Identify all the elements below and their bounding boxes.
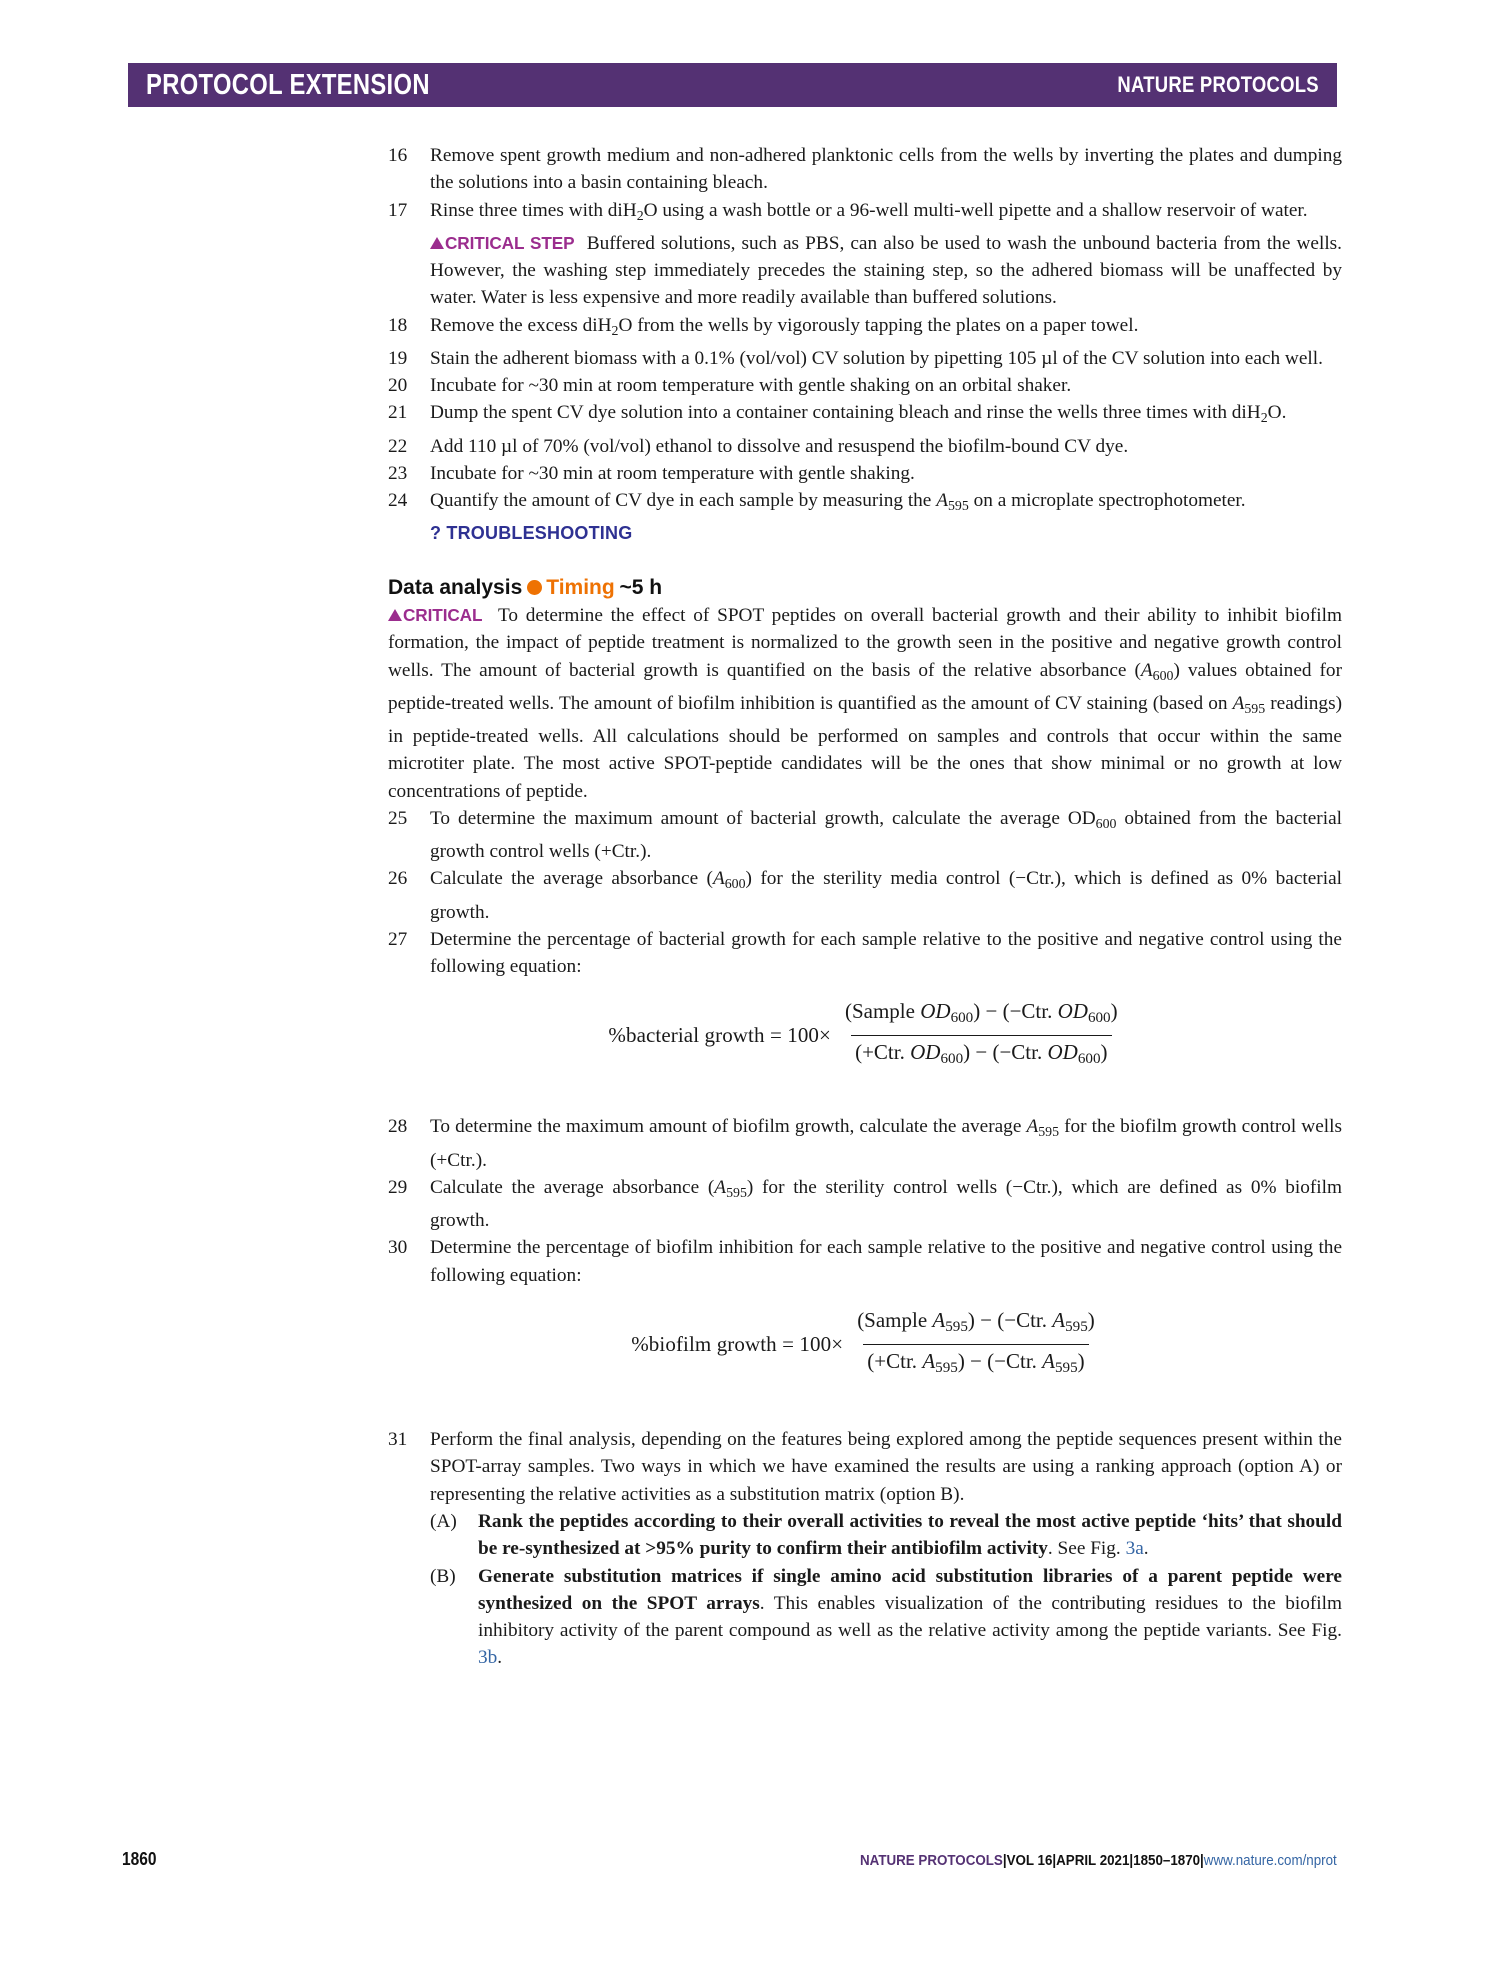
den-part-3: ) − (−Ctr. bbox=[957, 1348, 1043, 1373]
step-text-part-b: O from the wells by vigorously tapping the plates on a paper towel. bbox=[618, 314, 1139, 336]
running-head-bar bbox=[128, 63, 1337, 107]
den-part-3: ) − (−Ctr. bbox=[963, 1039, 1048, 1064]
footer-journal-name: NATURE PROTOCOLS bbox=[860, 1852, 1004, 1869]
step-number: 18 bbox=[388, 314, 408, 336]
protocol-step bbox=[388, 372, 1342, 399]
num-symbol-1: A bbox=[932, 1308, 946, 1333]
step-text-part-a: Dump the spent CV dye solution into a container containing bleach and rinse the wells three times with diH bbox=[430, 402, 1261, 424]
num-symbol-2: OD bbox=[1057, 999, 1088, 1024]
document-text-column bbox=[388, 142, 1342, 1672]
den-part-6: ) bbox=[1077, 1348, 1085, 1373]
equation-fraction bbox=[841, 998, 1122, 1073]
step-text: Determine the percentage of biofilm inhibition for each sample relative to the positive and negative control using the following equation: bbox=[430, 1237, 1342, 1286]
step-number: 30 bbox=[388, 1237, 408, 1259]
step-text bbox=[430, 312, 1342, 345]
subscript: 2 bbox=[611, 323, 619, 339]
protocol-step bbox=[388, 1426, 1342, 1508]
warning-triangle-icon bbox=[430, 237, 444, 249]
protocol-step bbox=[388, 865, 1342, 925]
subscript: 600 bbox=[1095, 816, 1117, 832]
step-text bbox=[430, 487, 1342, 520]
den-sub-2: 595 bbox=[1055, 1359, 1078, 1376]
subscript: 595 bbox=[1244, 701, 1266, 717]
protocol-step bbox=[388, 805, 1342, 865]
step-text-part-a: Calculate the average absorbance ( bbox=[430, 1176, 715, 1198]
critical-label: CRITICAL bbox=[403, 605, 483, 626]
equation-bacterial-growth bbox=[388, 998, 1342, 1073]
equation-left-side: %bacterial growth = 100× bbox=[608, 1023, 831, 1048]
footer-volume-info: |VOL 16|APRIL 2021|1850–1870| bbox=[1003, 1852, 1205, 1869]
warning-triangle-icon bbox=[388, 609, 402, 621]
protocol-step bbox=[388, 1113, 1342, 1173]
step-text-part-b: on a microplate spectrophotometer. bbox=[968, 490, 1246, 512]
option-letter: (A) bbox=[430, 1510, 457, 1532]
step-number: 28 bbox=[388, 1116, 408, 1138]
equation-denominator bbox=[863, 1344, 1088, 1383]
step-text-part-b: ) for the sterility media control (−Ctr.), which is defined as 0% bacterial growth. bbox=[430, 868, 1342, 923]
step-text: Stain the adherent biomass with a 0.1% (vol/vol) CV solution by pipetting 105 µl of the CV solution into each well. bbox=[430, 347, 1323, 369]
option-bold-text: Generate substitution matrices if single amino acid substitution libraries of a parent peptide were synthesized on the SPOT arrays bbox=[478, 1565, 1342, 1614]
protocol-step bbox=[388, 487, 1342, 520]
step-number: 24 bbox=[388, 490, 408, 512]
num-sub-1: 595 bbox=[945, 1319, 968, 1336]
step-text-part-b: for the biofilm growth control wells (+Ctr.). bbox=[430, 1116, 1343, 1171]
protocol-step bbox=[388, 197, 1342, 230]
subscript: 595 bbox=[1038, 1125, 1060, 1141]
step-text-part-a: Rinse three times with diH bbox=[430, 199, 637, 221]
step-number: 31 bbox=[388, 1429, 408, 1451]
step-text-part-b: O. bbox=[1267, 402, 1287, 424]
den-symbol-1: A bbox=[922, 1348, 936, 1373]
step-text: Remove spent growth medium and non-adhered planktonic cells from the wells by inverting the plates and dumping the solutions into a basin containing bleach. bbox=[430, 145, 1342, 194]
den-sub-2: 600 bbox=[1077, 1051, 1101, 1068]
page-number: 1860 bbox=[122, 1849, 157, 1869]
figure-link-3b[interactable]: 3b bbox=[478, 1647, 498, 1669]
protocol-step bbox=[388, 399, 1342, 432]
step-number: 16 bbox=[388, 145, 408, 166]
absorbance-symbol: A bbox=[1140, 659, 1153, 681]
equation-left-side: %biofilm growth = 100× bbox=[631, 1331, 844, 1356]
num-part-3: ) − (−Ctr. bbox=[967, 1308, 1053, 1333]
protocol-option bbox=[430, 1508, 1342, 1563]
step-number: 26 bbox=[388, 868, 408, 890]
step-number: 23 bbox=[388, 462, 408, 484]
timing-bullet-icon bbox=[527, 580, 542, 595]
den-symbol-1: OD bbox=[910, 1039, 941, 1064]
protocol-option bbox=[430, 1563, 1342, 1672]
step-number: 22 bbox=[388, 435, 408, 457]
step-text: Determine the percentage of bacterial growth for each sample relative to the positive and negative control using the following equation: bbox=[430, 928, 1342, 978]
equation-denominator bbox=[851, 1035, 1111, 1074]
protocol-step bbox=[388, 926, 1342, 981]
protocol-step bbox=[388, 312, 1342, 345]
footer-citation-line bbox=[860, 1852, 1337, 1869]
step-number: 17 bbox=[388, 199, 408, 221]
den-part-6: ) bbox=[1100, 1039, 1108, 1064]
protocol-step bbox=[388, 433, 1342, 460]
subscript: 2 bbox=[636, 208, 644, 224]
critical-text-part-3: readings) in peptide-treated wells. All calculations should be performed on samples and controls that occur within the same microtiter plate. The most active SPOT-peptide candidates will be the ones that show minimal or no growth at low concentrations of peptide. bbox=[388, 692, 1343, 802]
equation-numerator bbox=[853, 1307, 1099, 1344]
step-text-part-a: To determine the maximum amount of biofilm growth, calculate the average bbox=[430, 1116, 1027, 1138]
option-rest-before-link: . See Fig. bbox=[1047, 1538, 1126, 1560]
num-symbol-2: A bbox=[1052, 1308, 1066, 1333]
subscript: 600 bbox=[1152, 668, 1174, 684]
option-letter: (B) bbox=[430, 1565, 456, 1587]
step-text-part-b: O using a wash bottle or a 96-well multi-well pipette and a shallow reservoir of water. bbox=[643, 199, 1308, 221]
troubleshooting-label: ? TROUBLESHOOTING bbox=[430, 523, 633, 544]
step-number: 27 bbox=[388, 928, 408, 950]
absorbance-symbol: A bbox=[714, 1176, 727, 1198]
footer-url[interactable]: www.nature.com/nprot bbox=[1204, 1852, 1337, 1869]
step-text bbox=[430, 1113, 1342, 1173]
option-bold-text: Rank the peptides according to their overall activities to reveal the most active peptide ‘hits’ that should be re-synthesized at >95% purity to confirm their antibiofilm activity bbox=[478, 1510, 1342, 1560]
subscript: 2 bbox=[1260, 411, 1268, 427]
den-symbol-2: A bbox=[1042, 1348, 1055, 1373]
protocol-step bbox=[388, 1234, 1342, 1289]
step-text-part-b: obtained from the bacterial growth control wells (+Ctr.). bbox=[430, 807, 1342, 863]
subscript: 600 bbox=[724, 877, 746, 893]
num-sub-1: 600 bbox=[950, 1010, 974, 1027]
den-sub-1: 595 bbox=[935, 1359, 958, 1376]
protocol-step bbox=[388, 1174, 1342, 1234]
den-part-0: (+Ctr. bbox=[855, 1039, 911, 1064]
subscript: 595 bbox=[947, 499, 969, 515]
equation-biofilm-growth bbox=[388, 1307, 1342, 1382]
critical-step-note bbox=[430, 230, 1342, 312]
num-symbol-1: OD bbox=[920, 999, 951, 1024]
timing-value: ~5 h bbox=[619, 575, 663, 599]
equation-fraction bbox=[853, 1307, 1099, 1382]
option-text bbox=[478, 1508, 1342, 1563]
num-part-0: (Sample bbox=[857, 1308, 933, 1333]
absorbance-symbol: A bbox=[1232, 692, 1245, 714]
critical-step-text: Buffered solutions, such as PBS, can also be used to wash the unbound bacteria from the wells. However, the washing step immediately precedes the staining step, so the adhered biomass will be unaffected by water. Water is less expensive and more readily available than buffered solutions. bbox=[430, 232, 1343, 309]
equation-numerator bbox=[841, 998, 1122, 1035]
option-rest-after-link: . bbox=[1143, 1538, 1149, 1560]
step-text bbox=[430, 865, 1342, 925]
step-number: 19 bbox=[388, 347, 408, 369]
step-text: Incubate for ~30 min at room temperature with gentle shaking. bbox=[430, 462, 915, 484]
den-sub-1: 600 bbox=[940, 1051, 964, 1068]
step-text-part-a: Quantify the amount of CV dye in each sample by measuring the bbox=[430, 490, 937, 512]
num-sub-2: 600 bbox=[1087, 1010, 1111, 1027]
den-symbol-2: OD bbox=[1047, 1039, 1078, 1064]
figure-link-3a[interactable]: 3a bbox=[1125, 1538, 1144, 1560]
step-number: 21 bbox=[388, 402, 408, 424]
absorbance-symbol: A bbox=[936, 490, 948, 512]
step-text-part-a: Calculate the average absorbance ( bbox=[430, 868, 713, 890]
step-text-part-b: ) for the sterility control wells (−Ctr.), which are defined as 0% biofilm growth. bbox=[430, 1176, 1342, 1232]
running-head-left-title: PROTOCOL EXTENSION bbox=[146, 68, 430, 101]
den-part-0: (+Ctr. bbox=[867, 1348, 923, 1373]
step-number: 20 bbox=[388, 375, 408, 397]
section-heading: Data analysis bbox=[388, 575, 523, 599]
num-part-0: (Sample bbox=[844, 999, 921, 1024]
step-text-part-a: To determine the maximum amount of bacterial growth, calculate the average OD bbox=[430, 807, 1096, 829]
option-rest-after-link: . bbox=[497, 1647, 503, 1669]
step-text bbox=[430, 805, 1342, 865]
step-number: 25 bbox=[388, 807, 408, 829]
protocol-step bbox=[388, 460, 1342, 487]
option-rest-before-link: . This enables visualization of the contributing residues to the biofilm inhibitory activity of the parent compound as well as the relative activity among the peptide variants. See Fig. bbox=[478, 1592, 1343, 1642]
critical-step-label: CRITICAL STEP bbox=[445, 232, 575, 253]
data-analysis-heading-row bbox=[388, 574, 1342, 602]
num-sub-2: 595 bbox=[1065, 1319, 1088, 1336]
step-text: Add 110 µl of 70% (vol/vol) ethanol to dissolve and resuspend the biofilm-bound CV dye. bbox=[430, 435, 1129, 457]
running-head-journal-name: NATURE PROTOCOLS bbox=[1117, 72, 1319, 97]
step-text-part-a: Remove the excess diH bbox=[430, 314, 612, 336]
step-text bbox=[430, 197, 1342, 230]
critical-paragraph bbox=[388, 602, 1342, 805]
num-part-6: ) bbox=[1110, 999, 1118, 1024]
step-text bbox=[430, 399, 1342, 432]
subscript: 595 bbox=[726, 1185, 747, 1201]
step-text: Incubate for ~30 min at room temperature with gentle shaking on an orbital shaker. bbox=[430, 375, 1072, 397]
critical-text-part-1: To determine the effect of SPOT peptides on overall bacterial growth and their ability to inhibit biofilm formation, the impact of peptide treatment is normalized to the growth seen in the positive and negative growth control wells. The amount of bacterial growth is quantified on the basis of the relative absorbance ( bbox=[388, 605, 1342, 681]
troubleshooting-note bbox=[430, 520, 1342, 547]
step-number: 29 bbox=[388, 1176, 408, 1198]
protocol-step bbox=[388, 345, 1342, 372]
protocol-step bbox=[388, 142, 1342, 197]
num-part-3: ) − (−Ctr. bbox=[973, 999, 1058, 1024]
num-part-6: ) bbox=[1087, 1308, 1095, 1333]
absorbance-symbol: A bbox=[712, 868, 725, 890]
timing-label: Timing bbox=[546, 575, 615, 599]
step-text bbox=[430, 1174, 1342, 1234]
step-text: Perform the final analysis, depending on the features being explored among the peptide sequences present within the SPOT-array samples. Two ways in which we have examined the results are using a ranking approach (option A) or representing the relative activities as a substitution matrix (option B). bbox=[430, 1429, 1342, 1505]
option-text bbox=[478, 1563, 1342, 1672]
absorbance-symbol: A bbox=[1026, 1116, 1039, 1138]
critical-text-part-2: ) values obtained for peptide-treated wells. The amount of biofilm inhibition is quantified as the amount of CV staining (based on bbox=[388, 659, 1342, 714]
